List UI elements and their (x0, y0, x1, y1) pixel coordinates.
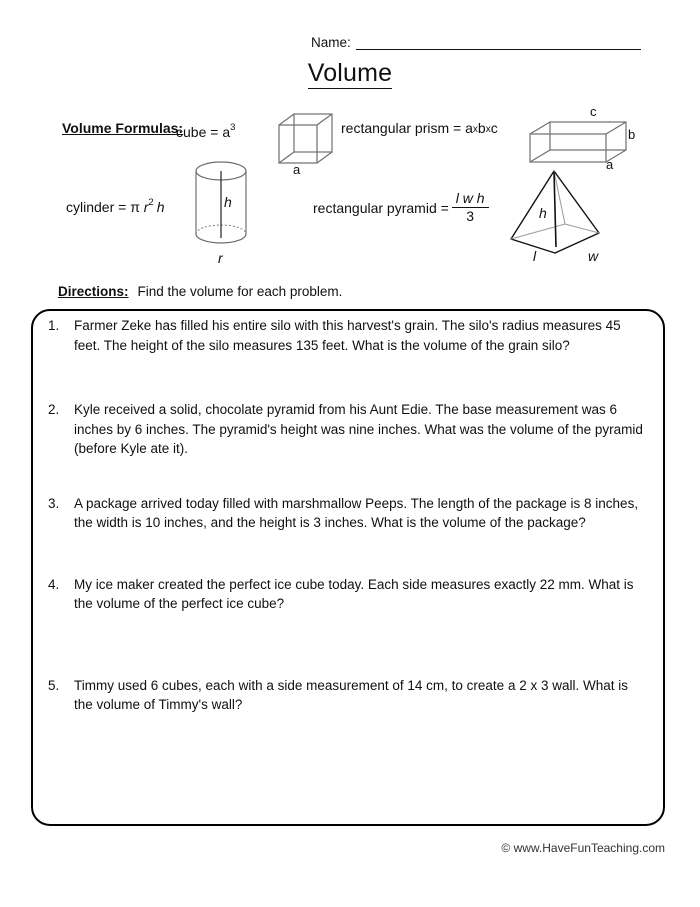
name-label: Name: (311, 35, 351, 50)
problem-number-3: 3. (48, 495, 60, 511)
problem-item-5 (46, 676, 646, 715)
pyramid-label-w: w (588, 248, 599, 264)
pyramid-label-h: h (539, 205, 547, 221)
copyright-text: © www.HaveFunTeaching.com (501, 841, 665, 855)
directions-label: Directions: (58, 284, 129, 299)
problem-text-5: Timmy used 6 cubes, each with a side measurement of 14 cm, to create a 2 x 3 wall. What is the volume of Timmy's wall? (74, 677, 628, 712)
pyramid-label-l: l (533, 248, 537, 264)
cube-label-a: a (293, 162, 301, 177)
prism-formula-name: rectangular prism = a (341, 120, 473, 136)
problems-list (46, 316, 646, 715)
cylinder-formula (66, 194, 165, 216)
pyramid-fraction-numerator: l w h (452, 191, 489, 208)
name-input-line[interactable] (356, 37, 641, 50)
page-title (0, 58, 700, 88)
directions (58, 283, 342, 301)
name-row (311, 36, 641, 50)
prism-times-1: x (472, 124, 478, 135)
problem-item-4 (46, 575, 646, 614)
problem-text-2: Kyle received a solid, chocolate pyramid from his Aunt Edie. The base measurement was 6 inches by 6 inches. The pyramid's height was nine inches. What was the volume of the pyramid (before Kyle ate it). (74, 402, 643, 456)
pyramid-fraction-denominator: 3 (466, 208, 475, 224)
rectangular-prism-icon (527, 105, 637, 173)
rectangular-pyramid-diagram (503, 167, 607, 272)
pyramid-formula-fraction (452, 191, 489, 225)
pyramid-formula-name: rectangular pyramid = (313, 200, 449, 216)
cube-diagram (277, 111, 335, 177)
rectangular-prism-formula (341, 119, 498, 139)
prism-label-c: c (590, 104, 597, 119)
prism-label-b: b (628, 127, 636, 142)
rectangular-pyramid-formula (313, 191, 489, 225)
cube-formula-exponent: 3 (230, 122, 236, 133)
problem-number-1: 1. (48, 318, 60, 333)
cylinder-diagram (191, 158, 255, 266)
problem-number-2: 2. (48, 402, 60, 417)
problem-number-5: 5. (48, 677, 60, 693)
cylinder-formula-r: r (143, 199, 149, 215)
footer (0, 841, 665, 855)
cylinder-formula-text: cylinder = π (66, 199, 144, 215)
problem-number-4: 4. (48, 576, 60, 592)
problem-item-2 (46, 400, 646, 459)
cube-icon (277, 111, 335, 169)
problem-text-3: A package arrived today filled with marshmallow Peeps. The length of the package is 8 inches, the width is 10 inches, and the height is 3 inches. What is the volume of the package? (74, 495, 639, 530)
problem-text-4: My ice maker created the perfect ice cube today. Each side measures exactly 22 mm. What is the volume of the perfect ice cube? (74, 576, 634, 611)
cube-formula (176, 119, 235, 141)
page-title-text: Volume (307, 59, 393, 87)
prism-times-2: x (485, 124, 491, 135)
cylinder-label-r: r (218, 250, 223, 266)
cylinder-icon (191, 158, 255, 253)
formulas-section-label: Volume Formulas: (62, 120, 184, 136)
cube-formula-text: cube = a (176, 124, 231, 140)
problem-text-1: Farmer Zeke has filled his entire silo with this harvest's grain. The silo's radius measures 45 feet. The height of the silo measures 135 feet. What is the volume of the grain silo? (74, 318, 621, 353)
cylinder-formula-h: h (156, 199, 165, 215)
directions-text: Find the volume for each problem. (137, 284, 343, 299)
prism-label-a: a (606, 157, 614, 172)
problem-item-3 (46, 494, 646, 533)
problem-item-1 (46, 316, 646, 355)
prism-formula-b: b (477, 120, 486, 136)
prism-formula-c: c (490, 120, 498, 136)
cylinder-formula-exponent: 2 (148, 197, 154, 208)
cylinder-label-h: h (224, 194, 232, 210)
volume-formulas-section (0, 103, 700, 278)
